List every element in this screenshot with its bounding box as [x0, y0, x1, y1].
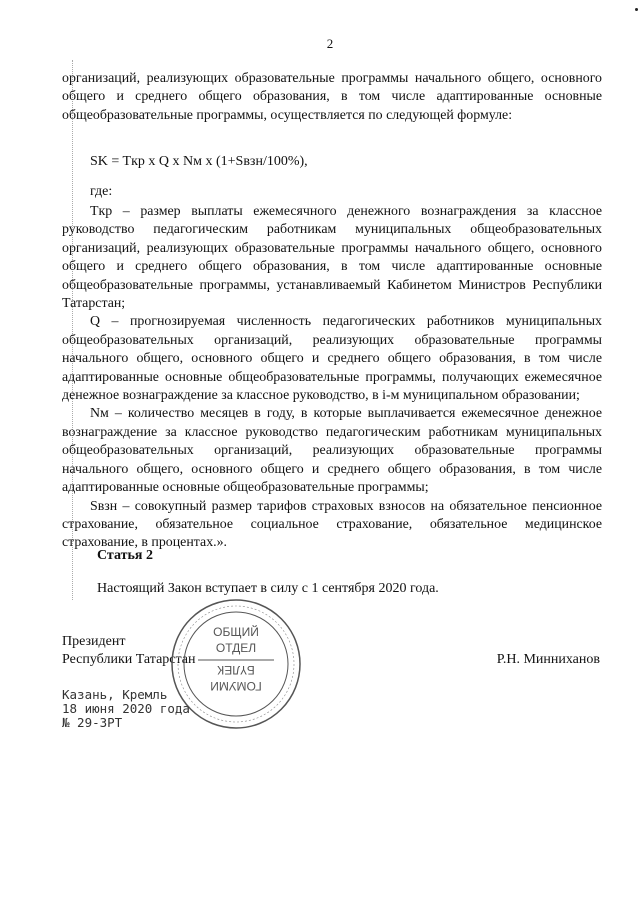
stamp-text-2: ОТДЕЛ	[215, 641, 257, 655]
definition-tkr: Tкр – размер выплаты ежемесячного денежного вознаграждения за классное руководство педагогическим работникам муниципальных общеобразовательных организаций, реализующих образовательные программы начального общего, основного общего и среднего общего образования, в том числе адаптированные основные общеобразовательные программы, устанавливаемый Кабинетом Министров Республики Татарстан;	[62, 204, 602, 312]
president-title-2: Республики Татарстан	[62, 652, 196, 667]
law-number: № 29-ЗРТ	[62, 715, 123, 730]
law-text: Настоящий Закон вступает в силу с 1 сентября 2020 года.	[97, 581, 439, 596]
place-date-block	[62, 688, 190, 730]
president-title-1: Президент	[62, 634, 126, 649]
definition-nm: Nм – количество месяцев в году, в которые выплачивается ежемесячное денежное вознаграждение за классное руководство педагогическим работникам муниципальных общеобразовательных организаций, реализующих образовательные программы начального общего, основного общего и среднего общего образования, в том числе адаптированные основные общеобразовательные программы;	[62, 406, 602, 496]
definition-q: Q – прогнозируемая численность педагогических работников муниципальных общеобразовательных организаций, реализующих образовательные программы начального общего, основного общего и среднего общего образования, в том числе адаптированные основные общеобразовательные программы, получающих ежемесячное денежное вознаграждение за классное руководство, в i-м муниципальном образовании;	[62, 314, 602, 404]
page-number: 2	[326, 36, 334, 51]
intro-paragraph	[62, 70, 602, 125]
stamp-text-4: БҮЛЕК	[217, 663, 255, 677]
intro-text: организаций, реализующих образовательные программы начального общего, основного общего и среднего общего образования, в том числе адаптированные основные общеобразовательные программы, осуществляется по следующей формуле:	[62, 71, 602, 123]
formula: SK = Tкр x Q x Nм x (1+Sвзн/100%),	[90, 154, 308, 169]
place: Казань, Кремль	[62, 687, 168, 702]
signer-name: Р.Н. Минниханов	[496, 652, 600, 667]
where-label: где:	[90, 184, 113, 199]
corner-mark	[635, 8, 638, 11]
definition-svzn: Sвзн – совокупный размер тарифов страховых взносов на обязательное пенсионное страхование, обязательное социальное страхование, обязательное медицинское страхование, в процентах.».	[62, 498, 602, 551]
stamp-text-1: ОБЩИЙ	[213, 625, 259, 639]
definitions	[62, 203, 602, 553]
date: 18 июня 2020 года	[62, 701, 190, 716]
article-heading: Статья 2	[97, 548, 153, 563]
stamp-text-3: ГОМУМИ	[210, 679, 262, 693]
